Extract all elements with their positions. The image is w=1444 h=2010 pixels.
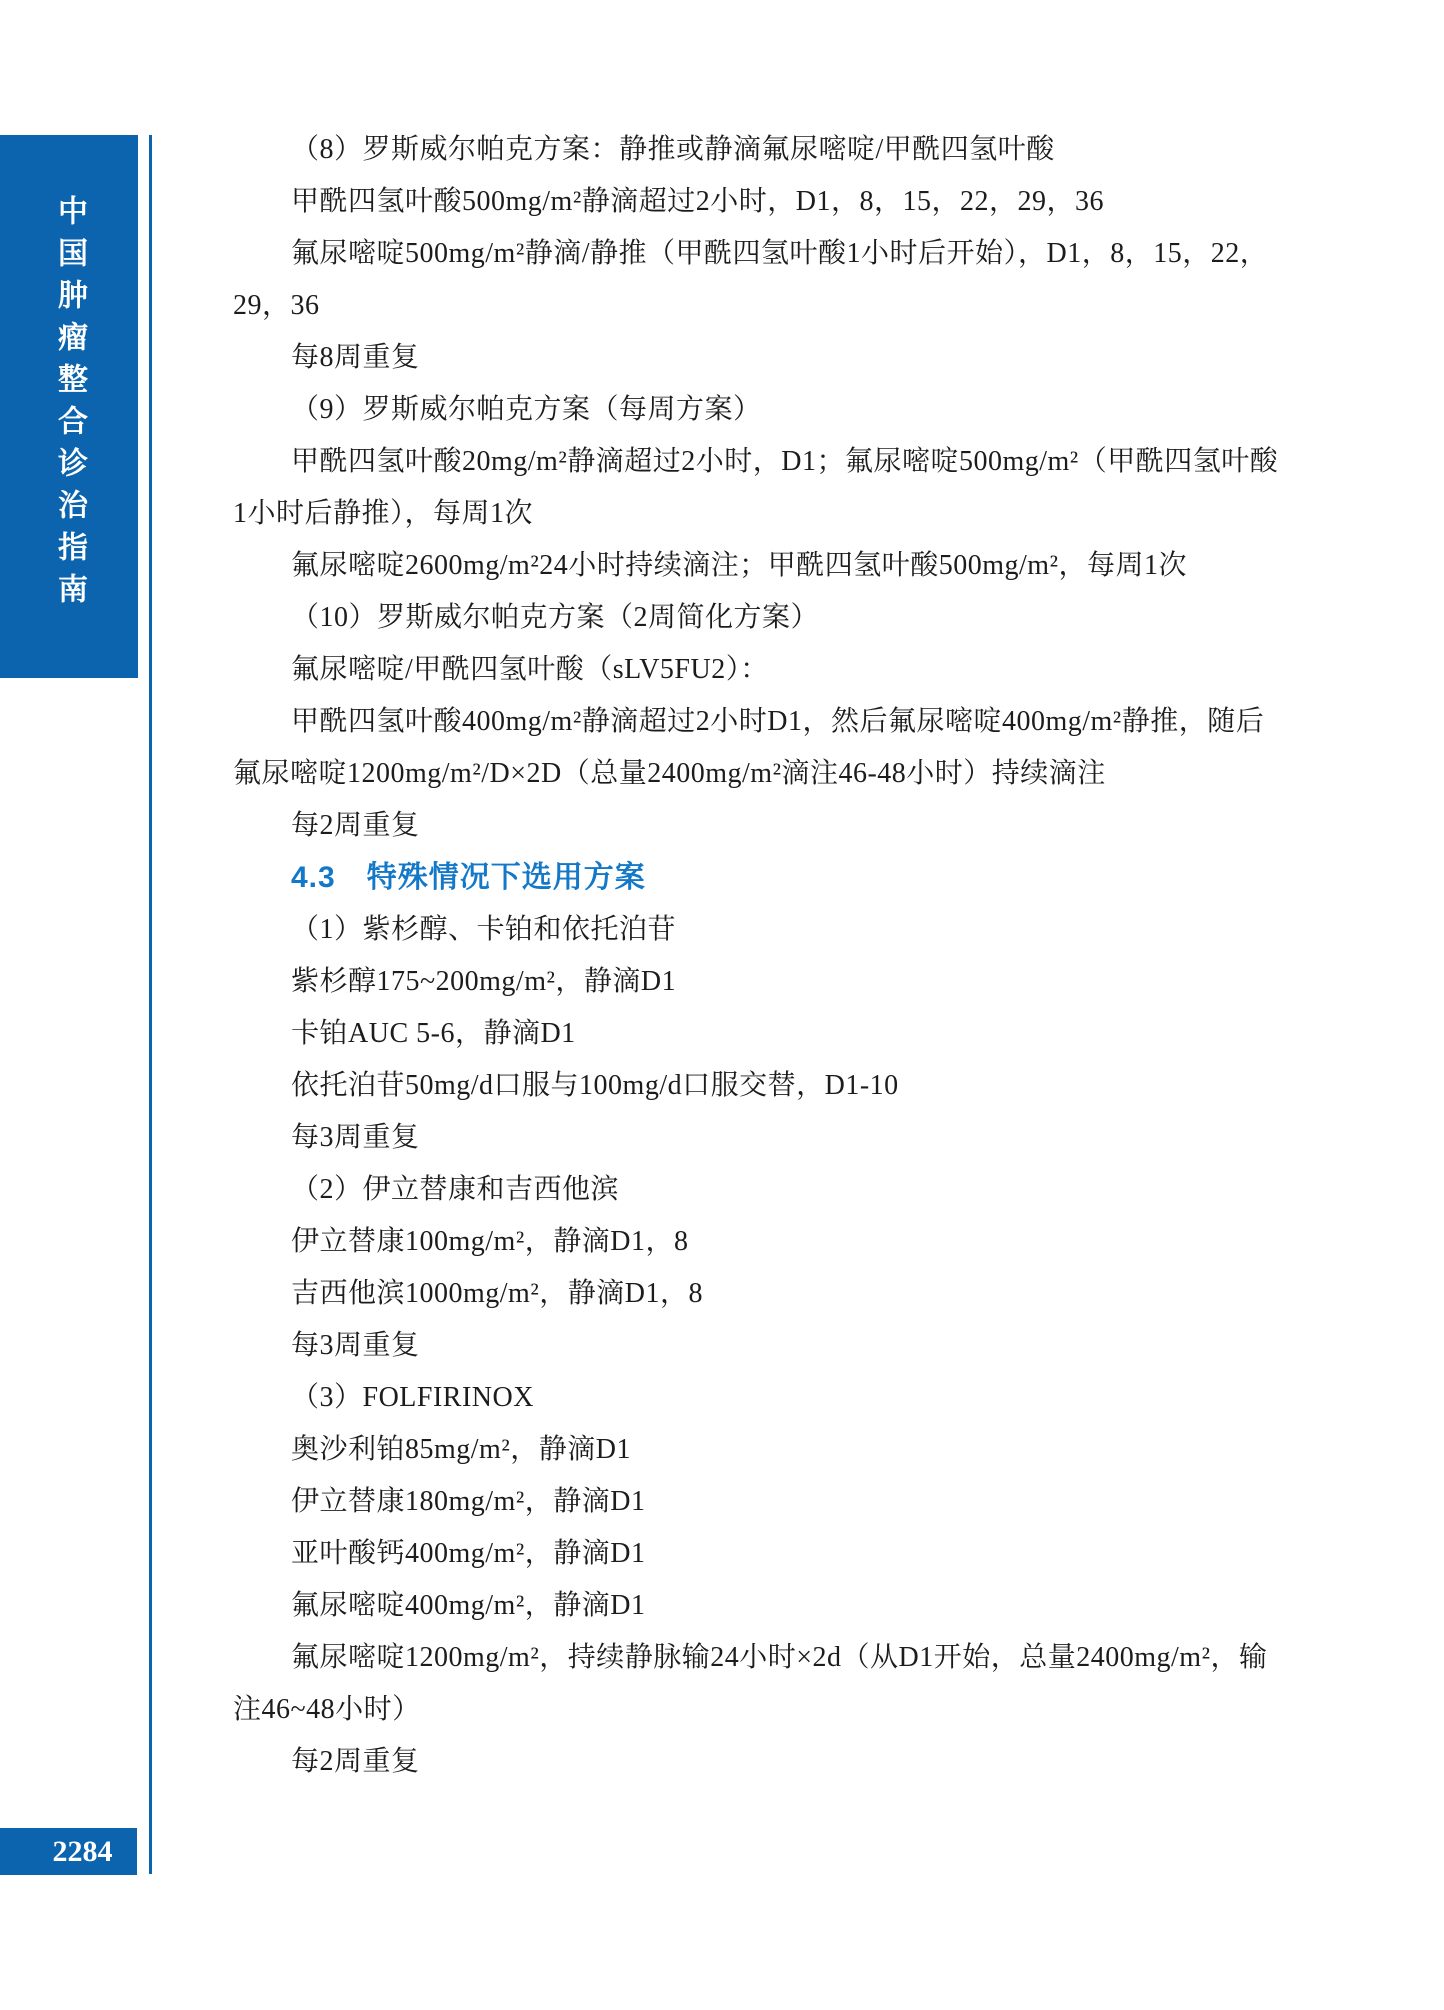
text-line: （2）伊立替康和吉西他滨 (291, 1174, 620, 1205)
text-line: （10）罗斯威尔帕克方案（2周简化方案） (291, 602, 820, 633)
text-line: 甲酰四氢叶酸400mg/m²静滴超过2小时D1，然后氟尿嘧啶400mg/m²静推，随后 (291, 706, 1265, 737)
text-line: 伊立替康100mg/m²，静滴D1，8 (291, 1226, 689, 1257)
text-line: 每3周重复 (291, 1122, 420, 1153)
text-line: 氟尿嘧啶400mg/m²，静滴D1 (291, 1590, 646, 1621)
main-text-column (233, 124, 1293, 1788)
text-line: 卡铂AUC 5-6，静滴D1 (291, 1018, 576, 1049)
text-line: 氟尿嘧啶1200mg/m²/D×2D（总量2400mg/m²滴注46-48小时）持续滴注 (233, 758, 1106, 789)
text-line: 氟尿嘧啶2600mg/m²24小时持续滴注；甲酰四氢叶酸500mg/m²，每周1次 (291, 550, 1187, 581)
text-line: （3）FOLFIRINOX (291, 1382, 534, 1413)
text-line: 氟尿嘧啶1200mg/m²，持续静脉输24小时×2d（从D1开始，总量2400mg/m²，输 (291, 1642, 1268, 1673)
book-title-vertical: 中国肿瘤整合诊治指南 (53, 195, 86, 615)
text-line: 每8周重复 (291, 342, 420, 373)
text-line: 甲酰四氢叶酸20mg/m²静滴超过2小时，D1；氟尿嘧啶500mg/m²（甲酰四氢叶酸 (291, 446, 1279, 477)
text-line: 每2周重复 (291, 1746, 420, 1777)
vertical-divider (149, 135, 152, 1874)
text-line: （8）罗斯威尔帕克方案：静推或静滴氟尿嘧啶/甲酰四氢叶酸 (291, 134, 1055, 165)
text-line: （1）紫杉醇、卡铂和依托泊苷 (291, 914, 677, 945)
text-line: 每3周重复 (291, 1330, 420, 1361)
text-line: 4.3 特殊情况下选用方案 (291, 861, 646, 894)
text-line: 伊立替康180mg/m²，静滴D1 (291, 1486, 646, 1517)
text-line: 依托泊苷50mg/d口服与100mg/d口服交替，D1-10 (291, 1070, 899, 1101)
text-line: 氟尿嘧啶500mg/m²静滴/静推（甲酰四氢叶酸1小时后开始），D1，8，15，22， (291, 238, 1269, 269)
text-line: 吉西他滨1000mg/m²，静滴D1，8 (291, 1278, 703, 1309)
page-number: 2284 (52, 1834, 113, 1868)
text-line: 每2周重复 (291, 810, 420, 841)
text-line: 1小时后静推），每周1次 (233, 498, 534, 529)
text-line: （9）罗斯威尔帕克方案（每周方案） (291, 394, 762, 425)
text-line: 紫杉醇175~200mg/m²，静滴D1 (291, 966, 677, 997)
text-line: 亚叶酸钙400mg/m²，静滴D1 (291, 1538, 646, 1569)
page-number-badge (0, 1828, 137, 1875)
text-line: 甲酰四氢叶酸500mg/m²静滴超过2小时，D1，8，15，22，29，36 (291, 186, 1104, 217)
text-line: 29，36 (233, 290, 320, 321)
text-line: 氟尿嘧啶/甲酰四氢叶酸（sLV5FU2）： (291, 654, 769, 685)
sidebar-banner (0, 135, 138, 678)
text-line: 注46~48小时） (233, 1694, 421, 1725)
text-line: 奥沙利铂85mg/m²，静滴D1 (291, 1434, 631, 1465)
